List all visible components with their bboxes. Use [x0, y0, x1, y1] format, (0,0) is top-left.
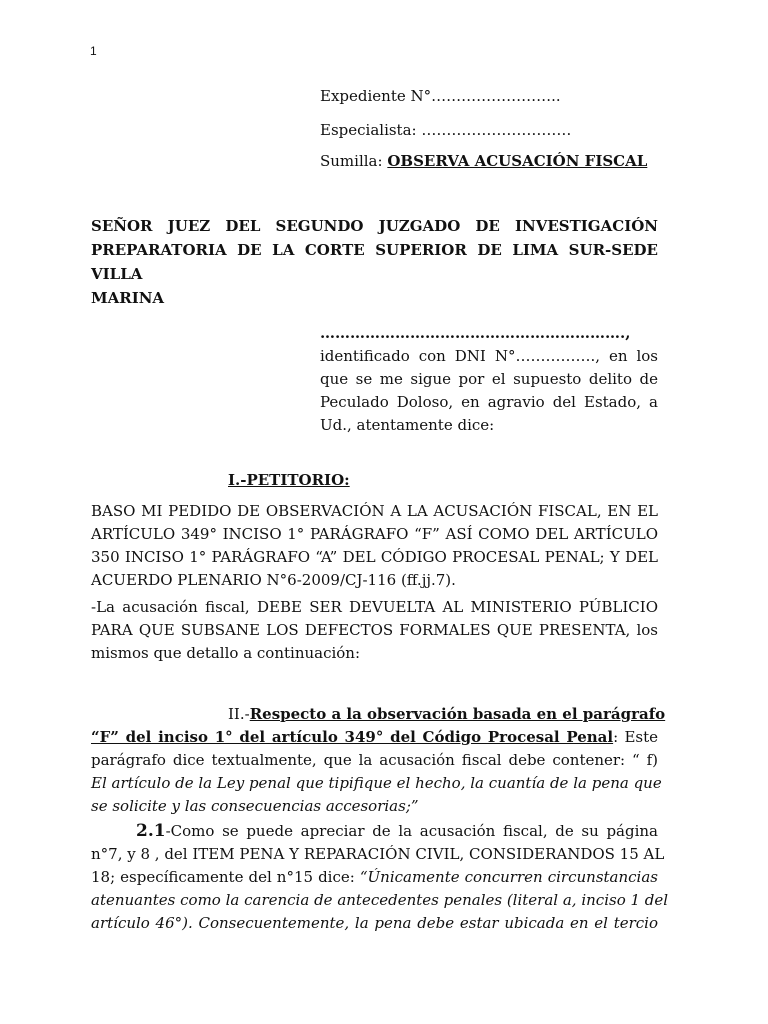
section-title-petitorio: I.-PETITORIO: [228, 471, 350, 489]
paragraph-line: parágrafo dice textualmente, que la acusación fiscal debe contener: “ f) [91, 751, 658, 769]
section-2-title: Respecto a la observación basada en el parágrafo [249, 705, 666, 723]
addressee-line: SEÑOR JUEZ DEL SEGUNDO JUZGADO DE INVESTIGACIÓN [91, 217, 658, 235]
paragraph-line: BASO MI PEDIDO DE OBSERVACIÓN A LA ACUSACIÓN FISCAL, EN EL [91, 502, 658, 520]
sumilla-label: Sumilla: [320, 152, 388, 170]
identification-line: Peculado Doloso, en agravio del Estado, a [320, 393, 658, 411]
point-number: 2.1 [136, 821, 166, 841]
identification-line: identificado con DNI N°……………., en los [320, 347, 658, 365]
page-number: 1 [90, 44, 97, 58]
section-2-title: “F” del inciso 1° del artículo 349° del Código Procesal Penal [91, 728, 614, 746]
point-text: 18; específicamente del n°15 dice: [91, 868, 360, 886]
petitorio-paragraph [91, 500, 658, 592]
quote-line: se solicite y las consecuencias accesorias;” [91, 797, 419, 815]
section-2-text: : Este [613, 728, 658, 746]
addressee-line: PREPARATORIA DE LA CORTE SUPERIOR DE LIMA SUR-SEDE VILLA [91, 241, 658, 283]
addressee-block [91, 214, 658, 310]
sumilla-field [320, 151, 647, 171]
quote-line: artículo 46°). Consecuentemente, la pena debe estar ubicada en el tercio [91, 914, 658, 932]
sumilla-value: OBSERVA ACUSACIÓN FISCAL [387, 152, 648, 170]
section-2-prefix: II.- [228, 705, 250, 723]
paragraph-line [91, 866, 658, 889]
section-2-title-line [91, 703, 666, 726]
identification-line: que se me sigue por el supuesto delito de [320, 370, 658, 388]
quote-line: El artículo de la Ley penal que tipifique el hecho, la cuantía de la pena que [91, 774, 662, 792]
identification-line: Ud., atentamente dice: [320, 416, 495, 434]
paragraph-line: -La acusación fiscal, DEBE SER DEVUELTA AL MINISTERIO PÚBLICIO [91, 598, 658, 616]
paragraph-line: PARA QUE SUBSANE LOS DEFECTOS FORMALES QUE PRESENTA, los [91, 621, 658, 639]
especialista-field: Especialista: ………………………… [320, 121, 572, 139]
quote-text: “Únicamente concurren circunstancias [359, 868, 658, 886]
devuelta-paragraph [91, 596, 658, 665]
identification-block [320, 322, 658, 437]
name-placeholder: ……………………………………………………., [320, 324, 631, 342]
paragraph-line: n°7, y 8 , del ITEM PENA Y REPARACIÓN CIVIL, CONSIDERANDOS 15 AL [91, 845, 665, 863]
point-text: -Como se puede apreciar de la acusación fiscal, de su página [165, 822, 658, 840]
point-2-1-paragraph [91, 820, 669, 935]
quote-line: atenuantes como la carencia de antecedentes penales (literal a, inciso 1 del [91, 891, 669, 909]
section-2-title-line [91, 726, 658, 749]
expediente-field: Expediente N°…………………….. [320, 87, 561, 105]
paragraph-line: ACUERDO PLENARIO N°6-2009/CJ-116 (ff.jj.7). [91, 571, 456, 589]
section-2-paragraph [91, 703, 666, 818]
paragraph-line: 350 INCISO 1° PARÁGRAFO “A” DEL CÓDIGO PROCESAL PENAL; Y DEL [91, 548, 658, 566]
paragraph-line [91, 820, 658, 843]
addressee-line: MARINA [91, 289, 165, 307]
paragraph-line: mismos que detallo a continuación: [91, 644, 361, 662]
paragraph-line: ARTÍCULO 349° INCISO 1° PARÁGRAFO “F” ASÍ COMO DEL ARTÍCULO [91, 525, 658, 543]
